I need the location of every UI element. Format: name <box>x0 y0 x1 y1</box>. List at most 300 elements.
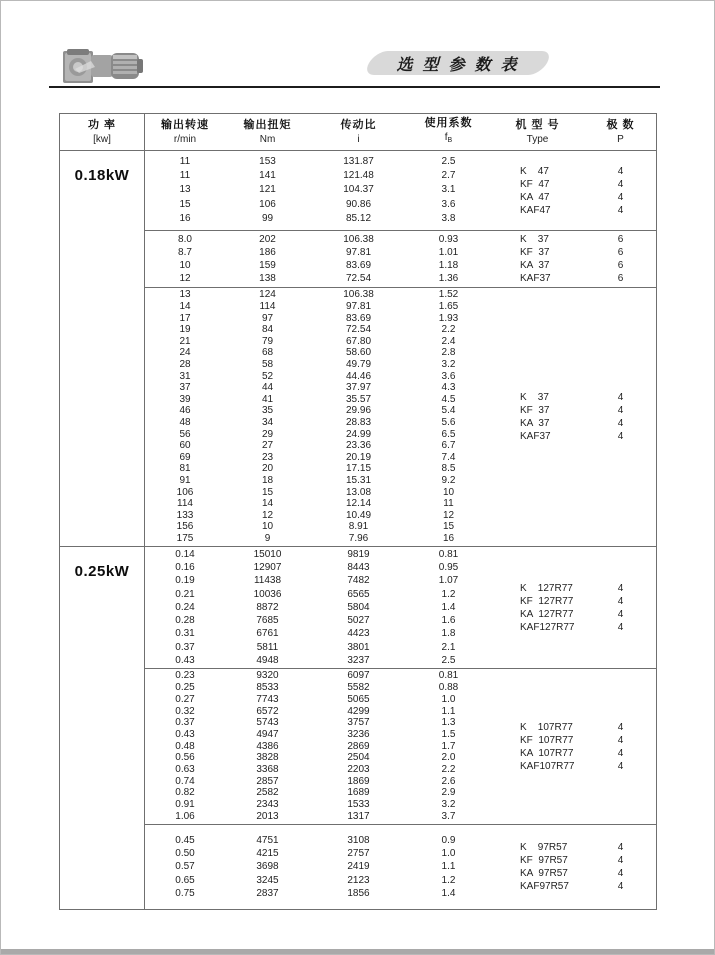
torque-value: 8872 <box>256 601 279 613</box>
header-factor <box>407 114 490 150</box>
type-value: KAF107R77 <box>520 760 575 772</box>
torque-value: 114 <box>259 301 276 313</box>
factor-value: 0.81 <box>438 670 459 682</box>
poles-value: 4 <box>617 178 624 190</box>
ratio-value: 5065 <box>347 693 370 705</box>
speed-value: 8.7 <box>178 246 192 258</box>
ratio-value: 3108 <box>347 834 370 846</box>
type-value: KF 97R57 <box>520 855 568 866</box>
torque-value: 4947 <box>256 728 279 740</box>
poles-value: 4 <box>617 734 624 746</box>
torque-value: 84 <box>261 324 274 336</box>
factor-value: 3.2 <box>441 799 456 811</box>
speed-value: 10 <box>179 260 191 271</box>
speed-value: 13 <box>179 289 191 301</box>
factor-value: 0.88 <box>438 682 459 694</box>
title-banner-label: 选 型 参 数 表 <box>396 56 520 74</box>
speed-value: 0.23 <box>175 670 195 682</box>
ratio-value: 6565 <box>347 588 370 600</box>
torque-value: 15 <box>261 486 274 498</box>
power-section <box>60 546 656 909</box>
speed-value: 12 <box>179 273 191 285</box>
factor-value: 15 <box>442 521 455 533</box>
factor-value: 2.4 <box>441 335 456 347</box>
speed-value: 11 <box>179 170 191 182</box>
torque-column <box>225 151 310 230</box>
factor-value: 10 <box>442 486 455 498</box>
ratio-value: 72.54 <box>345 273 372 285</box>
torque-value: 159 <box>259 260 276 271</box>
torque-value: 4948 <box>256 654 279 666</box>
ratio-value: 104.37 <box>343 184 374 196</box>
header-ratio <box>310 114 407 150</box>
ratio-value: 12.14 <box>345 498 372 510</box>
speed-value: 175 <box>176 532 194 544</box>
torque-value: 6761 <box>256 628 279 640</box>
speed-value: 0.21 <box>175 588 195 600</box>
ratio-value: 106.38 <box>343 233 374 245</box>
ratio-value: 121.48 <box>343 170 374 182</box>
power-cell <box>60 151 144 546</box>
torque-column <box>225 547 310 668</box>
speed-column <box>145 669 225 824</box>
torque-value: 4215 <box>256 848 279 860</box>
type-value: KA 47 <box>520 191 550 203</box>
speed-value: 0.50 <box>175 848 195 860</box>
torque-value: 97 <box>261 312 274 324</box>
power-cell <box>60 547 144 909</box>
speed-value: 15 <box>179 198 191 210</box>
torque-value: 124 <box>259 289 276 301</box>
ratio-value: 2504 <box>347 752 370 764</box>
poles-value: 6 <box>617 234 624 245</box>
speed-value: 0.16 <box>175 562 195 574</box>
torque-value: 2857 <box>256 775 279 787</box>
factor-value: 0.81 <box>438 549 459 561</box>
factor-value: 2.6 <box>441 775 456 787</box>
speed-value: 19 <box>179 324 191 336</box>
speed-value: 1.06 <box>175 810 195 822</box>
torque-value: 2013 <box>256 810 279 822</box>
factor-value: 2.1 <box>441 641 456 653</box>
torque-value: 9320 <box>256 670 279 682</box>
type-column <box>490 669 585 824</box>
poles-value: 4 <box>617 418 624 429</box>
header-power-unit: [kw] <box>93 133 111 145</box>
factor-value: 1.36 <box>438 273 459 285</box>
header-ratio-label: 传动比 <box>340 118 377 131</box>
torque-value: 23 <box>261 451 274 463</box>
speed-value: 0.56 <box>175 752 195 764</box>
title-banner <box>362 51 554 75</box>
factor-value: 2.8 <box>441 347 456 359</box>
factor-value: 5.4 <box>441 405 456 417</box>
factor-value: 1.1 <box>441 861 456 873</box>
poles-value: 4 <box>617 621 624 633</box>
torque-value: 7685 <box>256 615 279 627</box>
speed-value: 28 <box>179 359 191 371</box>
header-factor-unit: $f_B$ <box>444 132 453 144</box>
torque-value: 52 <box>261 370 274 382</box>
factor-value: 6.5 <box>441 428 456 440</box>
type-value: K 97R57 <box>520 842 568 853</box>
torque-value: 9 <box>264 532 271 544</box>
speed-value: 106 <box>176 486 194 498</box>
ratio-value: 97.81 <box>345 301 372 313</box>
torque-value: 2837 <box>256 887 279 899</box>
ratio-value: 37.97 <box>345 382 372 394</box>
speed-value: 11 <box>179 155 191 167</box>
header-poles <box>585 114 656 150</box>
factor-value: 1.1 <box>441 705 456 717</box>
factor-value: 2.5 <box>441 654 456 666</box>
gearmotor-photo <box>61 41 145 87</box>
factor-value: 1.4 <box>441 887 456 899</box>
poles-value: 4 <box>617 842 624 853</box>
poles-value: 6 <box>617 247 624 258</box>
torque-value: 10036 <box>253 588 282 600</box>
torque-value: 5811 <box>256 641 279 653</box>
torque-value: 12 <box>261 509 274 521</box>
ratio-value: 13.08 <box>345 486 372 498</box>
speed-value: 69 <box>179 451 191 463</box>
factor-value: 1.4 <box>441 601 456 613</box>
torque-value: 202 <box>259 233 276 245</box>
ratio-value: 6097 <box>347 670 370 682</box>
torque-value: 141 <box>259 170 276 182</box>
poles-value: 4 <box>617 392 624 403</box>
ratio-value: 10.49 <box>345 509 372 521</box>
ratio-value: 1689 <box>347 787 370 799</box>
header-type-unit: Type <box>526 133 549 145</box>
type-value: KAF37 <box>520 431 551 442</box>
torque-value: 12907 <box>253 562 282 574</box>
speed-value: 114 <box>177 498 193 510</box>
ratio-value: 28.83 <box>345 417 372 428</box>
factor-value: 16 <box>442 532 455 544</box>
ratio-value: 29.96 <box>345 405 372 417</box>
factor-value: 1.2 <box>441 874 456 886</box>
poles-value: 4 <box>617 608 624 620</box>
speed-column <box>145 231 225 287</box>
type-value: KF 37 <box>520 247 550 258</box>
torque-value: 20 <box>261 463 274 475</box>
ratio-value: 1317 <box>347 810 370 822</box>
header-speed-label: 输出转速 <box>161 118 209 131</box>
speed-value: 0.31 <box>175 628 195 640</box>
factor-value: 1.18 <box>438 260 459 271</box>
ratio-value: 3801 <box>347 641 370 653</box>
ratio-value: 83.69 <box>345 260 372 271</box>
ratio-value: 2123 <box>347 874 370 886</box>
poles-value: 4 <box>617 405 624 416</box>
type-value: KF 47 <box>520 178 550 190</box>
ratio-value: 97.81 <box>345 246 372 258</box>
ratio-value: 9819 <box>347 549 370 561</box>
torque-value: 106 <box>259 198 276 210</box>
speed-column <box>145 288 225 546</box>
factor-column <box>407 825 490 909</box>
speed-value: 37 <box>179 382 191 394</box>
data-block <box>145 668 656 824</box>
torque-value: 153 <box>259 155 276 167</box>
type-value: KAF97R57 <box>520 881 569 892</box>
speed-value: 0.91 <box>175 799 195 811</box>
factor-value: 0.95 <box>438 562 459 574</box>
speed-column <box>145 547 225 668</box>
torque-value: 186 <box>259 246 276 258</box>
ratio-value: 24.99 <box>345 428 372 440</box>
table-header <box>60 114 656 151</box>
ratio-value: 2869 <box>347 740 370 752</box>
type-value: KAF37 <box>520 273 551 284</box>
poles-column <box>585 151 656 230</box>
factor-value: 3.1 <box>441 184 456 196</box>
speed-value: 46 <box>179 405 191 417</box>
factor-value: 2.7 <box>441 170 456 182</box>
speed-value: 0.14 <box>175 549 195 561</box>
poles-value: 4 <box>617 582 624 594</box>
ratio-value: 5582 <box>347 682 370 694</box>
type-value: K 107R77 <box>520 721 573 733</box>
speed-value: 16 <box>179 212 191 224</box>
factor-value: 2.5 <box>441 155 456 167</box>
ratio-value: 44.46 <box>345 370 372 382</box>
speed-value: 60 <box>179 440 191 452</box>
page-bottom-bar <box>1 949 714 954</box>
type-column <box>490 547 585 668</box>
speed-value: 31 <box>179 370 191 382</box>
ratio-value: 49.79 <box>345 359 372 371</box>
ratio-value: 20.19 <box>345 451 372 463</box>
ratio-value: 17.15 <box>345 463 372 475</box>
torque-value: 3368 <box>256 764 279 776</box>
type-value: KA 37 <box>520 260 550 271</box>
type-value: K 47 <box>520 165 549 177</box>
torque-value: 14 <box>261 498 274 510</box>
torque-value: 121 <box>259 184 276 196</box>
speed-value: 48 <box>179 417 191 428</box>
torque-value: 58 <box>261 359 274 371</box>
header-row <box>145 114 656 150</box>
speed-value: 0.28 <box>175 615 195 627</box>
ratio-value: 2203 <box>347 764 370 776</box>
speed-value: 0.37 <box>175 641 195 653</box>
torque-value: 99 <box>261 212 274 224</box>
speed-value: 56 <box>179 428 191 440</box>
ratio-column <box>310 231 407 287</box>
torque-value: 34 <box>261 417 274 428</box>
speed-value: 8.0 <box>178 233 192 245</box>
poles-column <box>585 547 656 668</box>
torque-column <box>225 288 310 546</box>
factor-value: 9.2 <box>441 474 456 486</box>
speed-value: 13 <box>179 184 191 196</box>
ratio-value: 35.57 <box>345 393 372 405</box>
type-column <box>490 231 585 287</box>
ratio-value: 3237 <box>347 654 370 666</box>
poles-column <box>585 669 656 824</box>
speed-value: 0.65 <box>175 874 195 886</box>
speed-value: 0.75 <box>175 887 195 899</box>
ratio-value: 58.60 <box>345 347 372 359</box>
speed-value: 17 <box>179 312 191 324</box>
torque-value: 2343 <box>256 799 279 811</box>
power-rating-label: 0.18kW <box>74 167 130 184</box>
torque-value: 10 <box>261 521 274 533</box>
factor-value: 1.93 <box>438 312 459 324</box>
type-value: KA 37 <box>520 418 550 429</box>
ratio-value: 2757 <box>347 848 370 860</box>
torque-value: 11438 <box>253 575 282 587</box>
factor-value: 1.6 <box>441 615 456 627</box>
speed-value: 0.63 <box>175 764 195 776</box>
type-value: KF 37 <box>520 405 550 416</box>
title-rule <box>49 86 660 88</box>
factor-value: 2.2 <box>441 764 456 776</box>
torque-value: 7743 <box>256 693 279 705</box>
ratio-column <box>310 288 407 546</box>
data-block <box>145 151 656 230</box>
torque-value: 3698 <box>256 861 279 873</box>
torque-value: 8533 <box>256 682 279 694</box>
poles-value: 4 <box>617 721 624 733</box>
torque-column <box>225 825 310 909</box>
header-factor-label: 使用系数 <box>424 117 473 129</box>
header-ratio-unit: i <box>357 133 360 145</box>
speed-value: 0.25 <box>175 682 195 694</box>
speed-value: 24 <box>179 347 191 359</box>
factor-value: 1.3 <box>441 717 456 729</box>
ratio-value: 8.91 <box>348 521 369 533</box>
factor-column <box>407 151 490 230</box>
power-rating-label: 0.25kW <box>74 563 130 580</box>
table-body <box>60 151 656 909</box>
poles-value: 4 <box>617 881 624 892</box>
section-data-area <box>144 547 656 909</box>
factor-column <box>407 231 490 287</box>
ratio-value: 7482 <box>347 575 370 587</box>
type-value: KF 107R77 <box>520 734 574 746</box>
factor-value: 2.9 <box>441 787 456 799</box>
factor-column <box>407 547 490 668</box>
speed-value: 39 <box>179 393 191 405</box>
speed-column <box>145 151 225 230</box>
factor-value: 8.5 <box>441 463 456 475</box>
speed-value: 0.32 <box>175 705 195 717</box>
speed-column <box>145 825 225 909</box>
type-value: K 37 <box>520 234 549 245</box>
speed-value: 0.43 <box>175 728 195 740</box>
ratio-value: 1533 <box>347 799 370 811</box>
factor-value: 1.65 <box>438 301 459 313</box>
power-section <box>60 151 656 546</box>
type-value: KA 97R57 <box>520 868 568 879</box>
factor-value: 1.8 <box>441 628 456 640</box>
speed-value: 91 <box>179 474 191 486</box>
type-value: K 37 <box>520 392 549 403</box>
poles-value: 6 <box>617 273 624 284</box>
speed-value: 0.43 <box>175 654 195 666</box>
factor-value: 3.7 <box>441 810 456 822</box>
type-column <box>490 151 585 230</box>
factor-value: 3.6 <box>441 198 456 210</box>
torque-column <box>225 669 310 824</box>
ratio-value: 67.80 <box>345 335 372 347</box>
ratio-value: 7.96 <box>348 532 369 544</box>
ratio-value: 5027 <box>347 615 370 627</box>
ratio-value: 8443 <box>347 562 370 574</box>
type-value: K 127R77 <box>520 582 573 594</box>
torque-value: 29 <box>261 428 274 440</box>
factor-value: 11 <box>443 498 454 510</box>
factor-value: 6.7 <box>441 440 456 452</box>
ratio-value: 23.36 <box>345 440 372 452</box>
speed-value: 0.37 <box>175 717 195 729</box>
torque-column <box>225 231 310 287</box>
ratio-value: 3236 <box>347 728 370 740</box>
torque-value: 79 <box>261 335 274 347</box>
factor-value: 2.2 <box>441 324 456 336</box>
torque-value: 3828 <box>256 752 279 764</box>
speed-value: 21 <box>179 335 191 347</box>
ratio-column <box>310 151 407 230</box>
speed-value: 156 <box>176 521 194 533</box>
ratio-value: 90.86 <box>345 198 372 210</box>
ratio-value: 3757 <box>347 717 370 729</box>
ratio-value: 2419 <box>347 861 370 873</box>
factor-value: 0.93 <box>438 233 459 245</box>
header-poles-label: 极 数 <box>606 118 635 131</box>
torque-value: 44 <box>261 382 274 394</box>
ratio-column <box>310 547 407 668</box>
factor-value: 3.6 <box>441 370 456 382</box>
factor-value: 5.6 <box>441 417 456 428</box>
poles-value: 6 <box>617 260 624 271</box>
torque-value: 4751 <box>256 834 279 846</box>
ratio-value: 5804 <box>347 601 370 613</box>
header-poles-unit: P <box>617 133 624 145</box>
ratio-value: 131.87 <box>343 155 374 167</box>
torque-value: 6572 <box>256 705 279 717</box>
factor-value: 1.0 <box>441 693 456 705</box>
poles-value: 4 <box>617 595 624 607</box>
ratio-value: 72.54 <box>345 324 372 336</box>
type-value: KA 127R77 <box>520 608 574 620</box>
poles-column <box>585 231 656 287</box>
header-torque-unit: Nm <box>259 133 276 145</box>
header-torque-label: 输出扭矩 <box>243 118 292 131</box>
factor-value: 1.52 <box>438 289 459 301</box>
poles-value: 4 <box>617 747 624 759</box>
header-speed <box>145 114 225 150</box>
section-data-area <box>144 151 656 546</box>
factor-value: 1.0 <box>441 848 456 860</box>
factor-column <box>407 288 490 546</box>
header-speed-unit: r/min <box>173 133 197 145</box>
factor-value: 4.3 <box>441 382 456 394</box>
torque-value: 18 <box>261 474 274 486</box>
ratio-value: 4423 <box>347 628 370 640</box>
header-power <box>60 114 144 150</box>
ratio-value: 83.69 <box>345 312 372 324</box>
poles-value: 4 <box>617 760 624 772</box>
factor-value: 3.2 <box>441 359 456 371</box>
header-data-area <box>144 114 656 150</box>
torque-value: 27 <box>261 440 274 452</box>
speed-value: 0.24 <box>175 601 195 613</box>
type-column <box>490 825 585 909</box>
